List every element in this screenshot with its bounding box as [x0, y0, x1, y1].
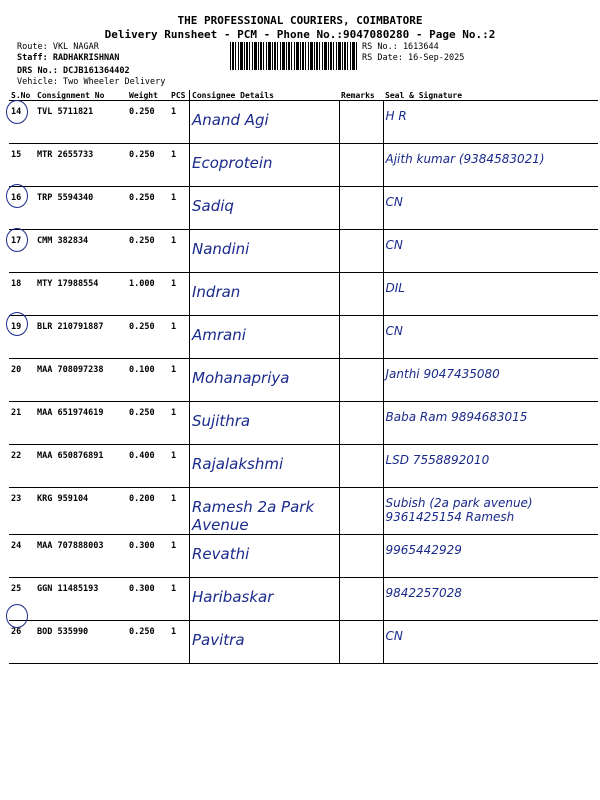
weight-cell: 1.000 [127, 273, 169, 316]
seal-cell [383, 578, 598, 621]
handwritten-signature: CN [385, 324, 403, 338]
consignee-cell [190, 402, 340, 445]
pen-circle-mark [6, 100, 28, 124]
sno-cell: 25 [9, 578, 35, 621]
table-row [9, 535, 598, 578]
table-row [9, 402, 598, 445]
consignee-cell [190, 144, 340, 187]
pcs-cell: 1 [169, 273, 190, 316]
handwritten-signature: 9842257028 [385, 586, 462, 600]
remarks-cell [339, 402, 383, 445]
seal-cell [383, 488, 598, 535]
runsheet-table [9, 90, 598, 664]
consignee-cell [190, 488, 340, 535]
rs-number: RS No.: 1613644 [362, 42, 439, 52]
handwritten-name: Sadiq [192, 197, 234, 215]
route-label: Route: VKL NAGAR [17, 42, 99, 52]
handwritten-signature: DIL [385, 281, 405, 295]
weight-cell: 0.250 [127, 316, 169, 359]
sno-cell: 23 [9, 488, 35, 535]
handwritten-signature: LSD 7558892010 [385, 453, 490, 467]
weight-cell: 0.250 [127, 621, 169, 664]
consignee-cell [190, 187, 340, 230]
pcs-cell: 1 [169, 144, 190, 187]
remarks-cell [339, 488, 383, 535]
handwritten-name: Ecoprotein [192, 154, 273, 172]
table-header [9, 90, 598, 101]
col-seal: Seal & Signature [383, 90, 598, 101]
pcs-cell: 1 [169, 578, 190, 621]
consignee-cell [190, 230, 340, 273]
consignment-cell: BLR 210791887 [35, 316, 127, 359]
handwritten-name: Indran [192, 283, 241, 301]
pen-circle-mark [6, 228, 28, 252]
barcode [230, 42, 358, 70]
sno-cell: 26 [9, 621, 35, 664]
handwritten-signature: Ajith kumar (9384583021) [385, 152, 545, 166]
weight-cell: 0.300 [127, 578, 169, 621]
weight-cell: 0.100 [127, 359, 169, 402]
remarks-cell [339, 187, 383, 230]
col-pcs: PCS [169, 90, 190, 101]
rs-date: RS Date: 16-Sep-2025 [362, 53, 465, 63]
pen-circle-mark [6, 312, 28, 336]
consignment-cell: CMM 382834 [35, 230, 127, 273]
table-row [9, 144, 598, 187]
weight-cell: 0.250 [127, 101, 169, 144]
weight-cell: 0.250 [127, 402, 169, 445]
consignment-cell: MTR 2655733 [35, 144, 127, 187]
sno-cell: 15 [9, 144, 35, 187]
handwritten-name: Haribaskar [192, 588, 274, 606]
weight-cell: 0.250 [127, 144, 169, 187]
pcs-cell: 1 [169, 187, 190, 230]
table-row [9, 316, 598, 359]
remarks-cell [339, 578, 383, 621]
handwritten-name: Amrani [192, 326, 246, 344]
seal-cell [383, 144, 598, 187]
consignment-cell: MAA 707888003 [35, 535, 127, 578]
handwritten-name: Pavitra [192, 631, 245, 649]
table-row [9, 359, 598, 402]
weight-cell: 0.250 [127, 187, 169, 230]
remarks-cell [339, 230, 383, 273]
seal-cell [383, 316, 598, 359]
handwritten-signature: H R [385, 109, 407, 123]
consignment-cell: BOD 535990 [35, 621, 127, 664]
seal-cell [383, 101, 598, 144]
pen-circle-mark [6, 184, 28, 208]
table-row [9, 445, 598, 488]
sno-cell: 19 [9, 316, 35, 359]
col-weight: Weight [127, 90, 169, 101]
consignment-cell: MAA 708097238 [35, 359, 127, 402]
seal-cell [383, 445, 598, 488]
table-row [9, 187, 598, 230]
weight-cell: 0.400 [127, 445, 169, 488]
sno-cell: 21 [9, 402, 35, 445]
drs-label: DRS No.: DCJB161364402 [17, 66, 130, 76]
handwritten-name: Anand Agi [192, 111, 269, 129]
handwritten-name: Nandini [192, 240, 250, 258]
pcs-cell: 1 [169, 230, 190, 273]
pcs-cell: 1 [169, 488, 190, 535]
consignment-cell: MTY 17988554 [35, 273, 127, 316]
handwritten-signature: Janthi 9047435080 [385, 367, 500, 381]
vehicle-label: Vehicle: Two Wheeler Delivery [17, 77, 166, 87]
pcs-cell: 1 [169, 445, 190, 488]
consignment-cell: MAA 651974619 [35, 402, 127, 445]
sno-cell: 24 [9, 535, 35, 578]
consignment-cell: GGN 11485193 [35, 578, 127, 621]
handwritten-signature: CN [385, 195, 403, 209]
consignment-cell: KRG 959104 [35, 488, 127, 535]
table-row [9, 578, 598, 621]
consignee-cell [190, 445, 340, 488]
table-row [9, 101, 598, 144]
sno-cell: 16 [9, 187, 35, 230]
seal-cell [383, 230, 598, 273]
pcs-cell: 1 [169, 316, 190, 359]
weight-cell: 0.250 [127, 230, 169, 273]
consignee-cell [190, 535, 340, 578]
remarks-cell [339, 144, 383, 187]
runsheet-subtitle: Delivery Runsheet - PCM - Phone No.:9047080280 - Page No.:2 [104, 28, 496, 41]
seal-cell [383, 535, 598, 578]
handwritten-name: Rajalakshmi [192, 455, 284, 473]
remarks-cell [339, 535, 383, 578]
remarks-cell [339, 273, 383, 316]
consignee-cell [190, 359, 340, 402]
seal-cell [383, 187, 598, 230]
sno-cell: 17 [9, 230, 35, 273]
consignment-cell: TVL 5711821 [35, 101, 127, 144]
handwritten-name: Mohanapriya [192, 369, 290, 387]
handwritten-signature: 9965442929 [385, 543, 462, 557]
col-sno: S.No [9, 90, 35, 101]
table-row [9, 230, 598, 273]
consignee-cell [190, 578, 340, 621]
consignee-cell [190, 101, 340, 144]
handwritten-name: Ramesh 2a Park Avenue [192, 498, 315, 534]
weight-cell: 0.300 [127, 535, 169, 578]
consignee-cell [190, 621, 340, 664]
col-consignment: Consignment No [35, 90, 127, 101]
seal-cell [383, 402, 598, 445]
pcs-cell: 1 [169, 535, 190, 578]
pcs-cell: 1 [169, 101, 190, 144]
remarks-cell [339, 316, 383, 359]
weight-cell: 0.200 [127, 488, 169, 535]
staff-label: Staff: RADHAKRISHNAN [17, 53, 120, 63]
handwritten-signature: CN [385, 238, 403, 252]
remarks-cell [339, 359, 383, 402]
table-row [9, 621, 598, 664]
remarks-cell [339, 445, 383, 488]
col-remarks: Remarks [339, 90, 383, 101]
handwritten-signature: CN [385, 629, 403, 643]
handwritten-signature: Baba Ram 9894683015 [385, 410, 528, 424]
handwritten-signature: Subish (2a park avenue) 9361425154 Ramesh [385, 496, 533, 524]
remarks-cell [339, 101, 383, 144]
pcs-cell: 1 [169, 402, 190, 445]
seal-cell [383, 359, 598, 402]
pen-circle-mark [6, 604, 28, 628]
consignment-cell: MAA 650876891 [35, 445, 127, 488]
sno-cell: 20 [9, 359, 35, 402]
remarks-cell [339, 621, 383, 664]
sno-cell: 14 [9, 101, 35, 144]
sno-cell: 22 [9, 445, 35, 488]
handwritten-name: Sujithra [192, 412, 251, 430]
consignee-cell [190, 273, 340, 316]
consignee-cell [190, 316, 340, 359]
consignment-cell: TRP 5594340 [35, 187, 127, 230]
sno-cell: 18 [9, 273, 35, 316]
col-consignee: Consignee Details [190, 90, 340, 101]
seal-cell [383, 273, 598, 316]
pcs-cell: 1 [169, 359, 190, 402]
pcs-cell: 1 [169, 621, 190, 664]
company-title: THE PROFESSIONAL COURIERS, COIMBATORE [177, 14, 423, 27]
seal-cell [383, 621, 598, 664]
table-row [9, 488, 598, 535]
handwritten-name: Revathi [192, 545, 250, 563]
table-row [9, 273, 598, 316]
